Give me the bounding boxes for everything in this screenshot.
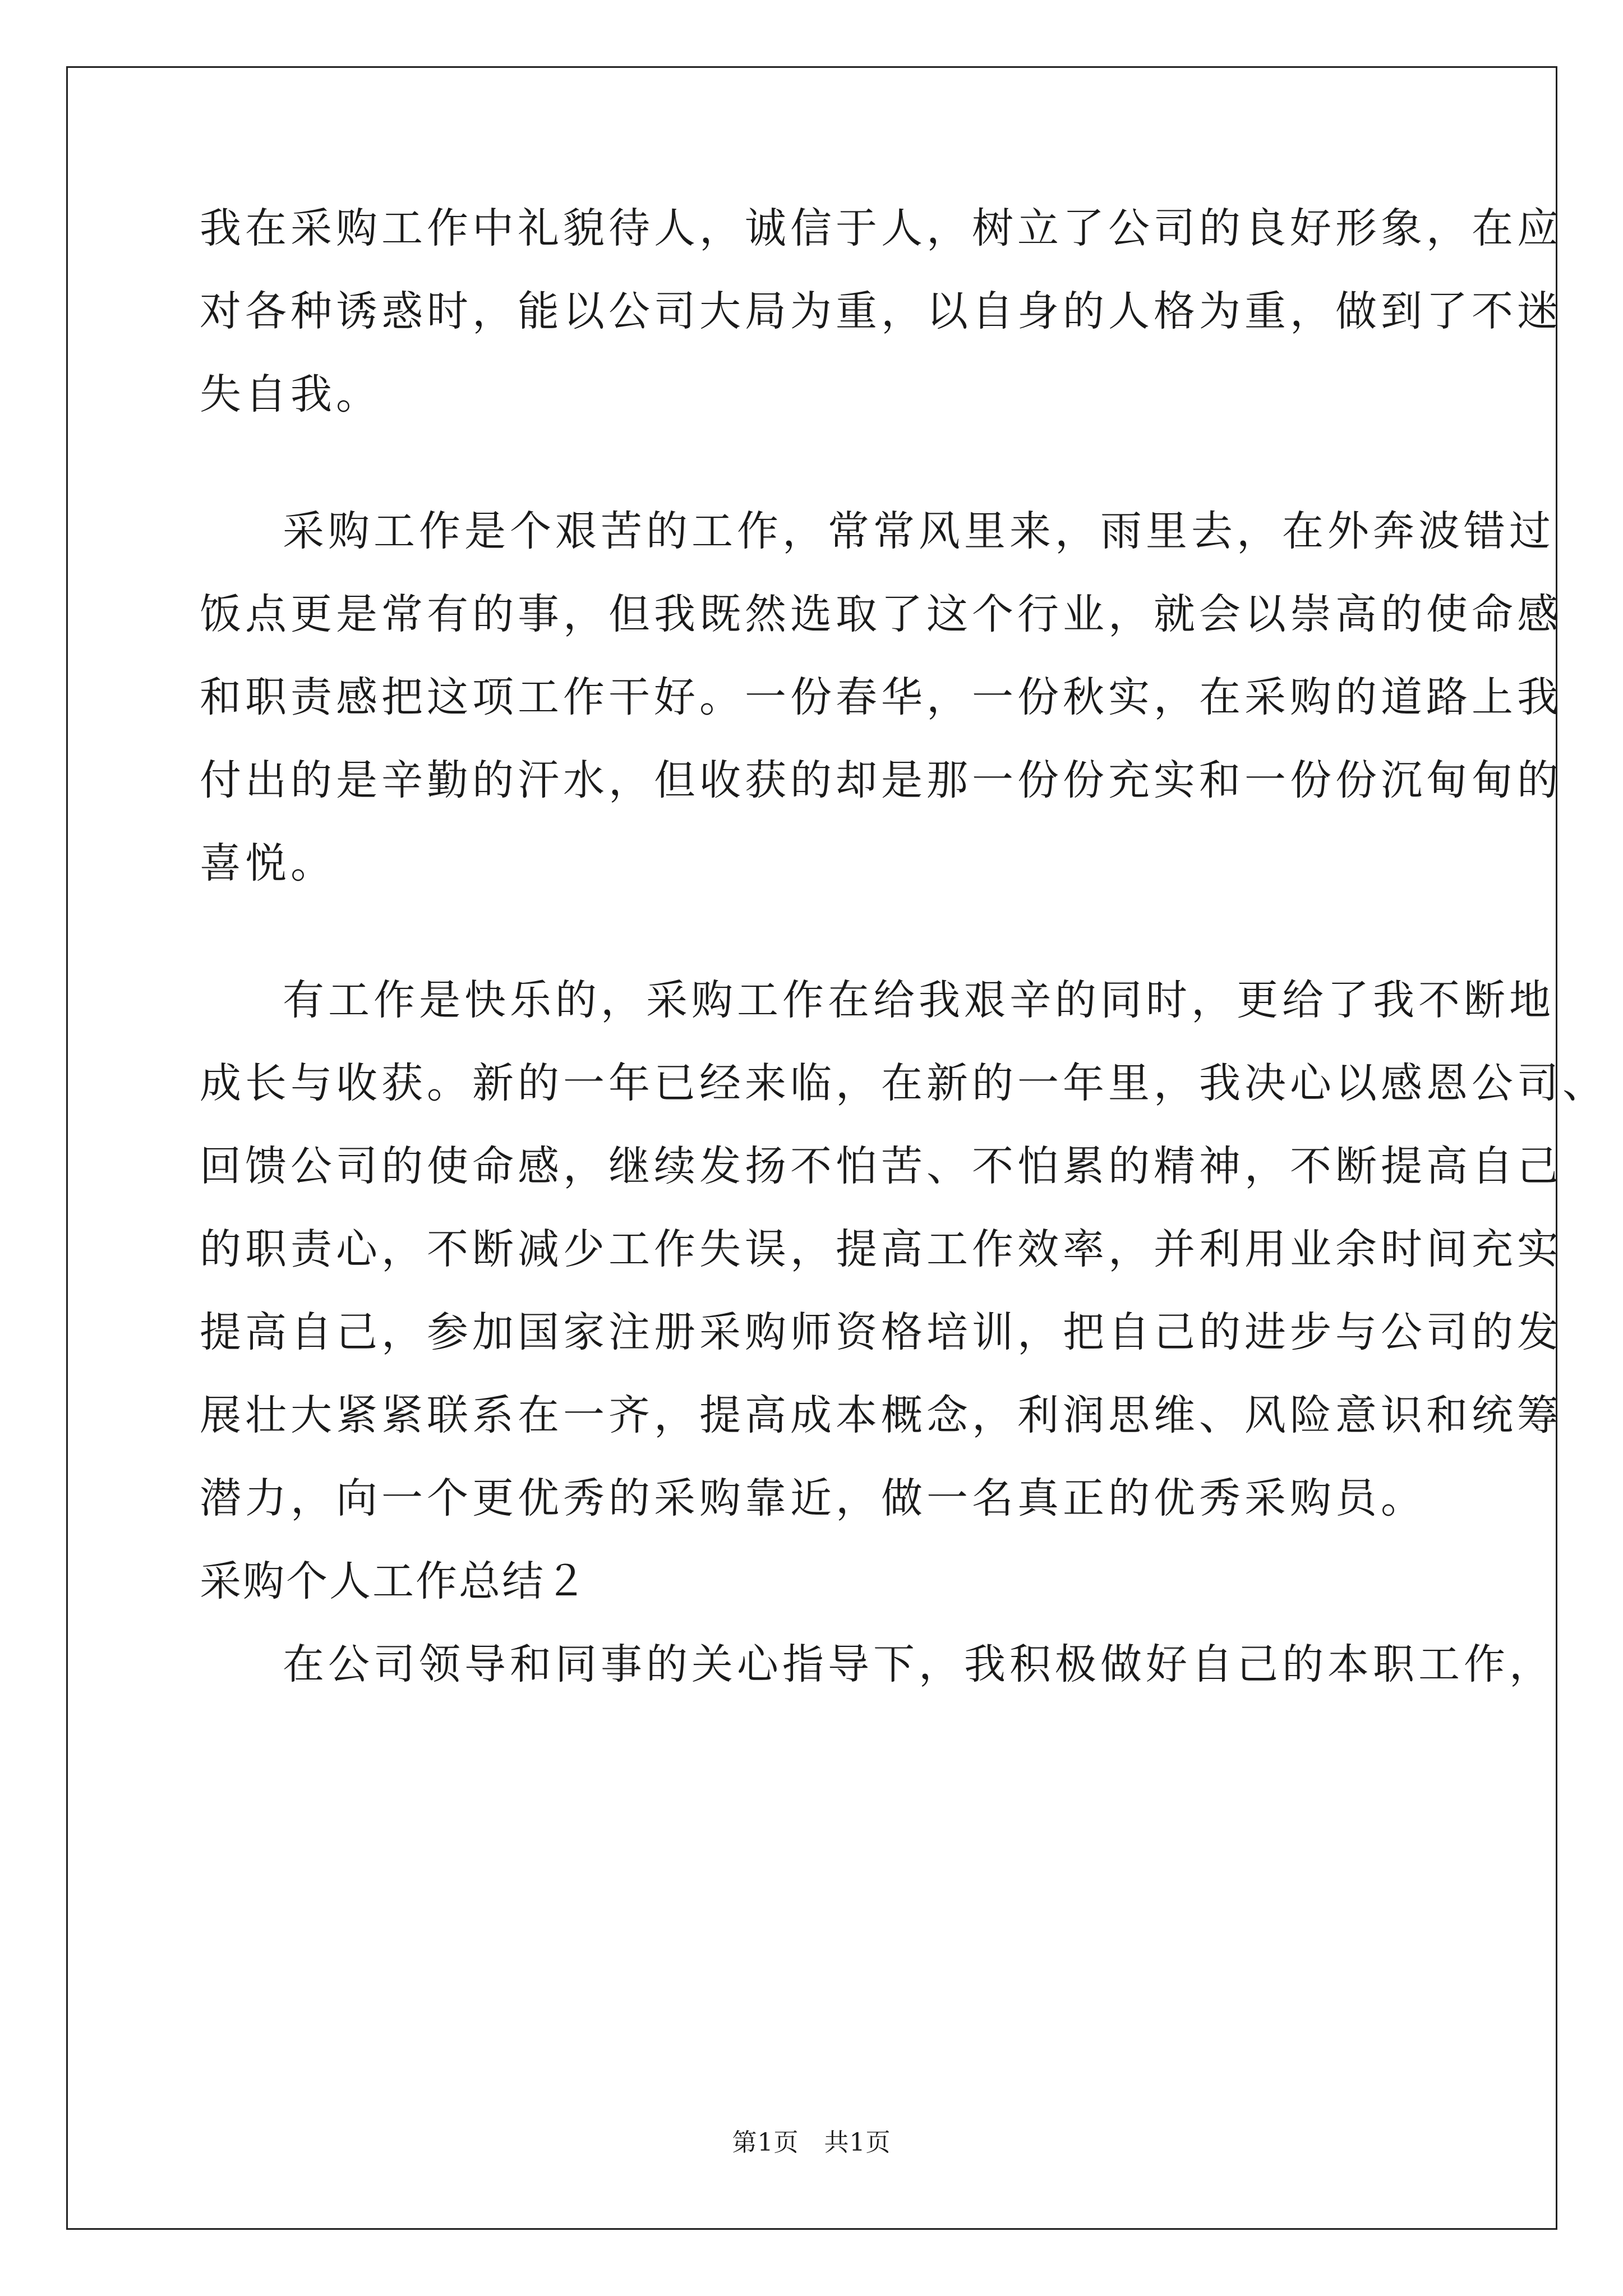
- text-line: 的职责心，不断减少工作失误，提高工作效率，并利用业余时间充实: [200, 1225, 1562, 1273]
- text-line: 成长与收获。新的一年已经来临，在新的一年里，我决心以感恩公司、: [200, 1059, 1608, 1107]
- text-line: 提高自己，参加国家注册采购师资格培训，把自己的进步与公司的发: [200, 1308, 1562, 1356]
- text-line: 在公司领导和同事的关心指导下，我积极做好自己的本职工作，: [283, 1640, 1555, 1688]
- page-footer: 第1页 共1页: [732, 2128, 891, 2157]
- text-line: 付出的是辛勤的汗水，但收获的却是那一份份充实和一份份沉甸甸的: [200, 756, 1562, 804]
- text-line: 采购工作是个艰苦的工作，常常风里来，雨里去，在外奔波错过: [283, 507, 1555, 555]
- section-heading: 采购个人工作总结２: [200, 1557, 588, 1605]
- text-line: 回馈公司的使命感，继续发扬不怕苦、不怕累的精神，不断提高自己: [200, 1142, 1562, 1190]
- text-line: 潜力，向一个更优秀的采购靠近，做一名真正的优秀采购员。: [200, 1474, 1426, 1522]
- text-line: 有工作是快乐的，采购工作在给我艰辛的同时，更给了我不断地: [283, 976, 1555, 1024]
- text-line: 我在采购工作中礼貌待人，诚信于人，树立了公司的良好形象，在应: [200, 204, 1562, 252]
- text-line: 对各种诱惑时，能以公司大局为重，以自身的人格为重，做到了不迷: [200, 287, 1562, 335]
- text-line: 饭点更是常有的事，但我既然选取了这个行业，就会以崇高的使命感: [200, 590, 1562, 638]
- text-line: 失自我。: [200, 370, 381, 418]
- text-line: 喜悦。: [200, 839, 336, 887]
- text-line: 展壮大紧紧联系在一齐，提高成本概念，利润思维、风险意识和统筹: [200, 1391, 1562, 1439]
- text-line: 和职责感把这项工作干好。一份春华，一份秋实，在采购的道路上我: [200, 673, 1562, 721]
